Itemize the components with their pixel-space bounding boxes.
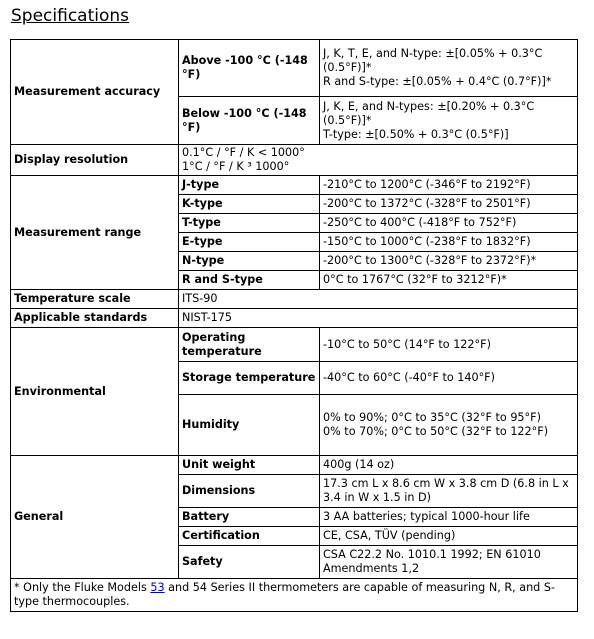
value-cell: -200°C to 1300°C (-328°F to 2372°F)* bbox=[320, 252, 578, 271]
value-line: J, K, E, and N-types: ±[0.20% + 0.3°C (0.5°F)]* bbox=[323, 99, 535, 127]
value-cell: -210°C to 1200°C (-346°F to 2192°F) bbox=[320, 176, 578, 195]
value-line: 0% to 70%; 0°C to 50°C (32°F to 122°F) bbox=[323, 425, 549, 438]
sub-label-dimensions: Dimensions bbox=[179, 475, 320, 508]
value-cell bbox=[320, 40, 578, 97]
value-cell: -40°C to 60°C (-40°F to 140°F) bbox=[320, 362, 578, 395]
value-cell: CSA C22.2 No. 1010.1 1992; EN 61010 Amendments 1,2 bbox=[320, 546, 578, 579]
footnote bbox=[11, 579, 578, 612]
value-cell bbox=[179, 145, 578, 176]
sub-label-unit-weight: Unit weight bbox=[179, 456, 320, 475]
sub-label-below: Below -100 °C (-148 °F) bbox=[179, 97, 320, 145]
value-cell: 17.3 cm L x 8.6 cm W x 3.8 cm D (6.8 in L x 3.4 in W x 1.5 in D) bbox=[320, 475, 578, 508]
value-cell bbox=[320, 97, 578, 145]
value-cell: 3 AA batteries; typical 1000-hour life bbox=[320, 508, 578, 527]
value-cell: -150°C to 1000°C (-238°F to 1832°F) bbox=[320, 233, 578, 252]
value-cell: ITS-90 bbox=[179, 290, 578, 309]
row-label-environmental: Environmental bbox=[11, 328, 179, 456]
sub-label-operating-temperature: Operating temperature bbox=[179, 328, 320, 362]
value-cell: -200°C to 1372°C (-328°F to 2501°F) bbox=[320, 195, 578, 214]
value-cell bbox=[320, 395, 578, 456]
value-line: 1°C / °F / K ³ 1000° bbox=[182, 160, 290, 173]
sub-label-certification: Certification bbox=[179, 527, 320, 546]
sub-label-safety: Safety bbox=[179, 546, 320, 579]
table-row bbox=[11, 40, 578, 97]
page-title: Specifications bbox=[11, 6, 130, 26]
value-cell: 400g (14 oz) bbox=[320, 456, 578, 475]
sub-label-k-type: K-type bbox=[179, 195, 320, 214]
row-label-temperature-scale: Temperature scale bbox=[11, 290, 179, 309]
row-label-general: General bbox=[11, 456, 179, 579]
value-cell: -10°C to 50°C (14°F to 122°F) bbox=[320, 328, 578, 362]
value-line: T-type: ±[0.50% + 0.3°C (0.5°F)] bbox=[323, 127, 509, 141]
sub-label-n-type: N-type bbox=[179, 252, 320, 271]
sub-label-battery: Battery bbox=[179, 508, 320, 527]
sub-label-t-type: T-type bbox=[179, 214, 320, 233]
sub-label-r-and-s-type: R and S-type bbox=[179, 271, 320, 290]
value-cell: NIST-175 bbox=[179, 309, 578, 328]
sub-label-humidity: Humidity bbox=[179, 395, 320, 456]
value-line: 0.1°C / °F / K < 1000° bbox=[182, 146, 305, 159]
sub-label-storage-temperature: Storage temperature bbox=[179, 362, 320, 395]
specifications-table bbox=[10, 39, 578, 612]
value-cell: -250°C to 400°C (-418°F to 752°F) bbox=[320, 214, 578, 233]
model-53-link[interactable]: 53 bbox=[150, 581, 165, 594]
value-line: R and S-type: ±[0.05% + 0.4°C (0.7°F)]* bbox=[323, 75, 552, 88]
sub-label-e-type: E-type bbox=[179, 233, 320, 252]
footnote-text-before: * Only the Fluke Models bbox=[14, 581, 151, 594]
value-cell: 0°C to 1767°C (32°F to 3212°F)* bbox=[320, 271, 578, 290]
footnote-text-after: and 54 Series II thermometers are capable of measuring N, R, and S-type thermocouples. bbox=[14, 581, 555, 608]
row-label-display-resolution: Display resolution bbox=[11, 145, 179, 176]
value-line: 0% to 90%; 0°C to 35°C (32°F to 95°F) bbox=[323, 411, 541, 424]
row-label-measurement-accuracy: Measurement accuracy bbox=[11, 40, 179, 145]
row-label-measurement-range: Measurement range bbox=[11, 176, 179, 290]
table-row bbox=[11, 145, 578, 176]
table-row bbox=[11, 456, 578, 475]
table-row bbox=[11, 176, 578, 195]
row-label-applicable-standards: Applicable standards bbox=[11, 309, 179, 328]
sub-label-j-type: J-type bbox=[179, 176, 320, 195]
table-row bbox=[11, 309, 578, 328]
value-line: J, K, T, E, and N-type: ±[0.05% + 0.3°C (0.5°F)]* bbox=[323, 47, 543, 74]
table-row bbox=[11, 328, 578, 362]
value-cell: CE, CSA, TÜV (pending) bbox=[320, 527, 578, 546]
sub-label-above: Above -100 °C (-148 °F) bbox=[179, 40, 320, 97]
table-row bbox=[11, 579, 578, 612]
table-row bbox=[11, 290, 578, 309]
